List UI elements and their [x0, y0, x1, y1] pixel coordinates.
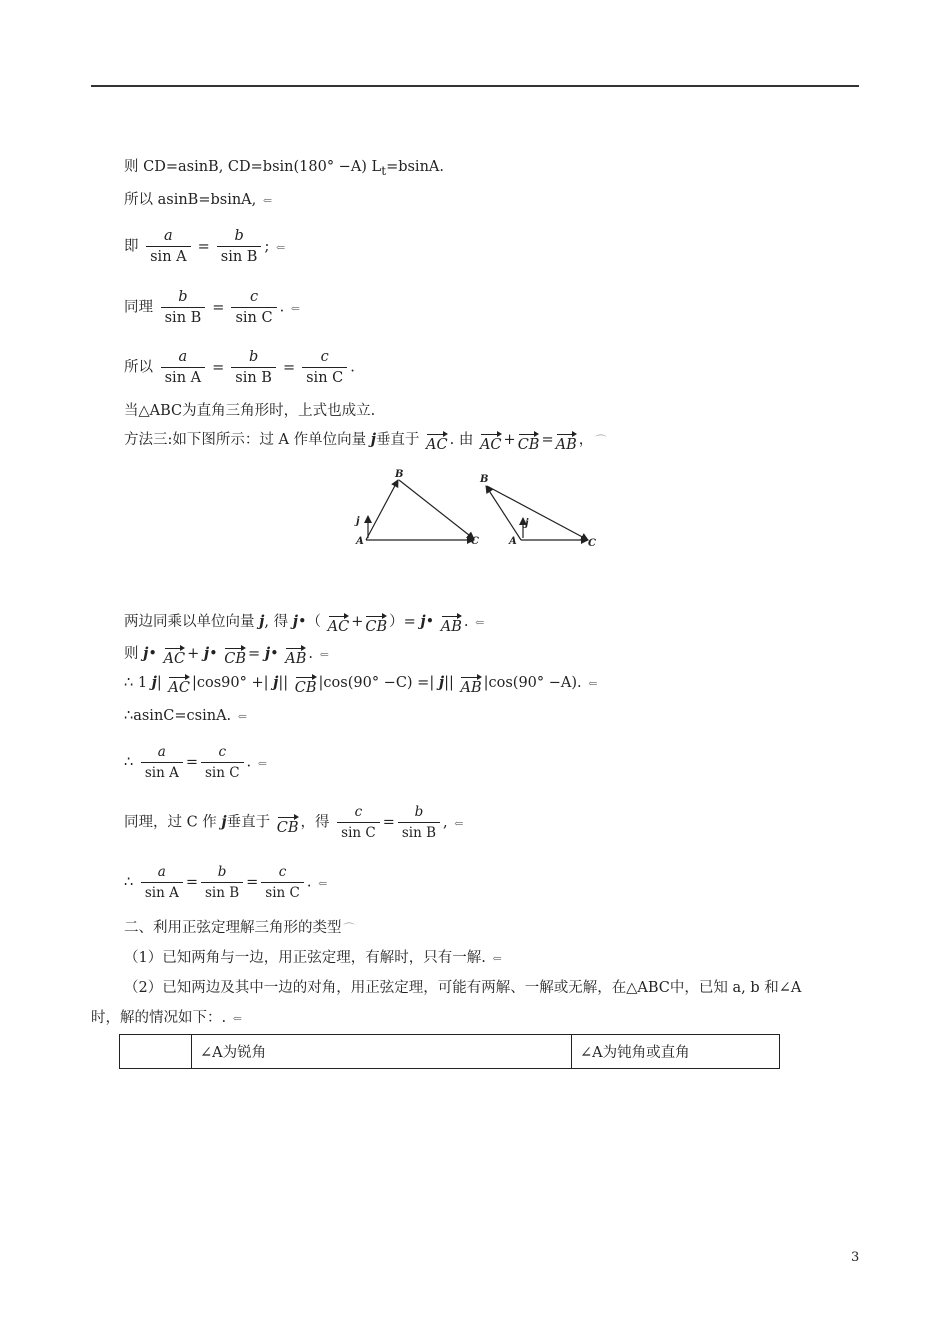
line-16: （1）已知两角与一边，用正弦定理，有解时，只有一解. ⇐ — [124, 950, 502, 966]
line-12-equation: ∴ $\frac{a}{\text{sin A}}$ = $\frac{c}{\text{sin C}}$ . ⇐ — [124, 744, 267, 781]
line-4-equation: 同理 $\frac{b}{\text{sin B}}$ = $\frac{c}{\text{sin C}}$ . ⇐ — [124, 289, 301, 326]
label-j2: j — [525, 518, 529, 529]
label-B1: B — [395, 469, 404, 480]
line-10: ∴ 1 j| AC |cos90° +| j|| CB |cos(90° −C) =| j|| AB |cos(90° −A). ⇐ — [124, 674, 598, 696]
page-number: 3 — [851, 1250, 860, 1265]
section-heading: 二、利用正弦定理解三角形的类型 ⌒ — [124, 920, 355, 936]
vector-AB-2 — [486, 486, 521, 540]
label-B2: B — [480, 474, 489, 485]
label-A1: A — [356, 536, 364, 547]
triangle-acute — [366, 480, 474, 540]
fraction-a-sinA: $\frac{a}{\text{sin A}}$ — [146, 226, 191, 267]
triangle-obtuse — [486, 486, 588, 540]
line-3-equation: 即 $\frac{a}{\text{sin A}}$ = $\frac{b}{\text{sin B}}$ ; ⇐ — [124, 228, 286, 265]
line-7-method-three: 方法三:如下图所示：过 A 作单位向量 j垂直于 AC . 由 AC + CB = AB ， ⌒ — [124, 431, 607, 453]
table-row — [120, 1035, 780, 1069]
line-6: 当△ABC为直角三角形时，上式也成立. — [124, 403, 376, 419]
label-C2: C — [588, 538, 596, 549]
fraction-b-sinB: $\frac{b}{\text{sin B}}$ — [217, 226, 262, 267]
line-9: 则 j• AC + j• CB = j• AB . ⇐ — [124, 645, 329, 667]
line-1: 则 CD=asinB, CD=bsin(180° −A) $L_t=bsinA$. — [124, 159, 444, 178]
line-18: 时，解的情况如下：. ⇐ — [91, 1010, 242, 1026]
vector-AB-1 — [366, 480, 398, 540]
label-A2: A — [509, 536, 517, 547]
line-14-equation: ∴ $\frac{a}{\text{sin A}}$ = $\frac{b}{\text{sin B}}$ = $\frac{c}{\text{sin C}}$ . ⇐ — [124, 864, 328, 901]
table-cell-obtuse-right: ∠A为钝角或直角 — [572, 1035, 780, 1069]
cases-table — [119, 1034, 780, 1069]
header-rule — [91, 85, 859, 87]
triangles-figure — [350, 466, 610, 556]
vector-BC-1 — [399, 480, 474, 539]
line-13-equation: 同理，过 C 作 j垂直于 CB ，得 $\frac{c}{\text{sin C}}$ = $\frac{b}{\text{sin B}}$ , ⇐ — [124, 804, 464, 841]
label-j1: j — [356, 516, 360, 527]
vector-BC-2 — [487, 486, 588, 540]
line-5-equation: 所以 $\frac{a}{\text{sin A}}$ = $\frac{b}{\text{sin B}}$ = $\frac{c}{\text{sin C}}$ . — [124, 349, 355, 386]
table-cell-empty — [120, 1035, 192, 1069]
line-11: ∴asinC=csinA. ⇐ — [124, 708, 247, 724]
label-C1: C — [471, 536, 479, 547]
line-8: 两边同乘以单位向量 j, 得 j•（ AC + CB ）= j• AB . ⇐ — [124, 613, 485, 635]
line-17: （2）已知两边及其中一边的对角，用正弦定理，可能有两解、一解或无解，在△ABC中，已知 a, b 和∠A — [124, 980, 802, 996]
table-cell-acute: ∠A为锐角 — [192, 1035, 572, 1069]
line-2: 所以 asinB=bsinA, ⇐ — [124, 192, 273, 208]
